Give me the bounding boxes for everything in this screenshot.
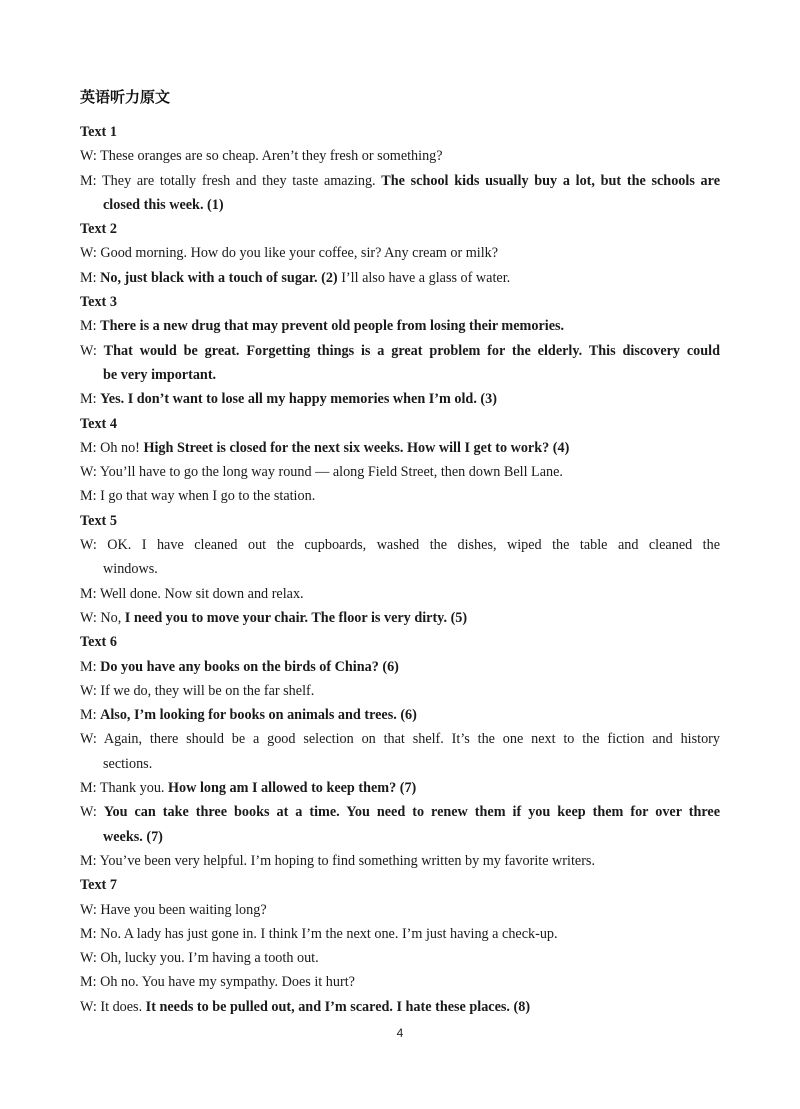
dialogue-line — [80, 266, 720, 290]
dialogue-line — [80, 339, 720, 363]
dialogue-text: M: — [80, 391, 101, 408]
dialogue-line — [80, 825, 720, 849]
answer-text: Yes. I don’t want to lose all my happy memories when I’m old. (3) — [100, 391, 497, 408]
dialogue-line — [80, 436, 720, 460]
dialogue-text: M: Thank you. — [80, 780, 169, 797]
dialogue-text: W: Again, there should be a good selection on that shelf. It’s the one next to the fiction and history — [80, 731, 720, 748]
dialogue-text: M: You’ve been very helpful. I’m hoping to find something written by my favorite writers. — [80, 852, 595, 869]
dialogue-line — [80, 946, 720, 970]
answer-text: Text 3 — [80, 294, 117, 311]
dialogue-text: M: I go that way when I go to the station. — [80, 488, 316, 505]
dialogue-text: W: — [80, 342, 104, 359]
answer-text: How long am I allowed to keep them? (7) — [168, 780, 417, 797]
dialogue-line — [80, 363, 720, 387]
dialogue-text: M: No. A lady has just gone in. I think I’m the next one. I’m just having a check-up. — [80, 925, 558, 942]
page-number: 4 — [396, 1026, 404, 1040]
dialogue-text: M: — [80, 707, 101, 724]
dialogue-text: W: If we do, they will be on the far shelf. — [80, 682, 315, 699]
answer-text: That would be great. Forgetting things is a great problem for the elderly. This discovery could — [103, 342, 720, 359]
dialogue-text: windows. — [103, 561, 158, 578]
dialogue-text: M: They are totally fresh and they taste amazing. — [80, 172, 382, 189]
dialogue-line — [80, 582, 720, 606]
dialogue-line — [80, 606, 720, 630]
dialogue-line — [80, 314, 720, 338]
dialogue-line — [80, 655, 720, 679]
answer-text: weeks. (7) — [103, 828, 163, 845]
dialogue-text: M: Well done. Now sit down and relax. — [80, 585, 304, 602]
answer-text: There is a new drug that may prevent old people from losing their memories. — [100, 318, 565, 335]
answer-text: Text 6 — [80, 634, 117, 651]
answer-text: High Street is closed for the next six weeks. How will I get to work? (4) — [143, 439, 570, 456]
section-heading — [80, 630, 720, 654]
dialogue-line — [80, 727, 720, 751]
answer-text: be very important. — [103, 366, 217, 383]
transcript-body — [80, 120, 720, 1019]
dialogue-text: M: — [80, 658, 101, 675]
answer-text: Do you have any books on the birds of China? (6) — [100, 658, 399, 675]
answer-text: Text 2 — [80, 221, 117, 238]
section-heading — [80, 509, 720, 533]
dialogue-text: M: — [80, 318, 101, 335]
dialogue-line — [80, 241, 720, 265]
dialogue-text: M: — [80, 269, 101, 286]
dialogue-text: W: Good morning. How do you like your coffee, sir? Any cream or milk? — [80, 245, 499, 262]
answer-text: Text 4 — [80, 415, 117, 432]
answer-text: No, just black with a touch of sugar. (2) — [100, 269, 338, 286]
dialogue-line — [80, 703, 720, 727]
answer-text: You can take three books at a time. You need to renew them if you keep them for over three — [103, 804, 720, 821]
dialogue-line — [80, 849, 720, 873]
dialogue-line — [80, 752, 720, 776]
dialogue-line — [80, 922, 720, 946]
dialogue-line — [80, 484, 720, 508]
dialogue-text: I’ll also have a glass of water. — [337, 269, 511, 286]
dialogue-text: W: OK. I have cleaned out the cupboards, washed the dishes, wiped the table and cleaned the — [80, 537, 720, 554]
dialogue-line — [80, 898, 720, 922]
dialogue-text: W: It does. — [80, 998, 146, 1015]
dialogue-text: M: Oh no! — [80, 439, 144, 456]
answer-text: Also, I’m looking for books on animals and trees. (6) — [100, 707, 417, 724]
dialogue-line — [80, 533, 720, 557]
answer-text: The school kids usually buy a lot, but the schools are — [381, 172, 720, 189]
dialogue-text: W: — [80, 804, 104, 821]
dialogue-line — [80, 387, 720, 411]
dialogue-line — [80, 800, 720, 824]
dialogue-line — [80, 144, 720, 168]
dialogue-text: M: Oh no. You have my sympathy. Does it hurt? — [80, 974, 355, 991]
page-title: 英语听力原文 — [80, 88, 171, 106]
answer-text: It needs to be pulled out, and I’m scared. I hate these places. (8) — [145, 998, 531, 1015]
dialogue-text: W: These oranges are so cheap. Aren’t they fresh or something? — [80, 148, 443, 165]
answer-text: I need you to move your chair. The floor is very dirty. (5) — [124, 609, 468, 626]
section-heading — [80, 217, 720, 241]
dialogue-text: W: Have you been waiting long? — [80, 901, 267, 918]
dialogue-line — [80, 557, 720, 581]
dialogue-text: W: You’ll have to go the long way round — along Field Street, then down Bell Lane. — [80, 464, 563, 481]
dialogue-text: W: No, — [80, 609, 125, 626]
answer-text: Text 7 — [80, 877, 117, 894]
section-heading — [80, 290, 720, 314]
answer-text: Text 1 — [80, 124, 117, 140]
dialogue-line — [80, 460, 720, 484]
dialogue-line — [80, 995, 720, 1019]
dialogue-line — [80, 679, 720, 703]
section-heading — [80, 873, 720, 897]
dialogue-line — [80, 970, 720, 994]
section-heading — [80, 412, 720, 436]
dialogue-line — [80, 776, 720, 800]
section-heading — [80, 120, 720, 144]
answer-text: Text 5 — [80, 512, 117, 529]
dialogue-line — [80, 169, 720, 193]
dialogue-line — [80, 193, 720, 217]
answer-text: closed this week. (1) — [103, 196, 224, 213]
dialogue-text: W: Oh, lucky you. I’m having a tooth out. — [80, 950, 319, 967]
dialogue-text: sections. — [103, 755, 153, 772]
